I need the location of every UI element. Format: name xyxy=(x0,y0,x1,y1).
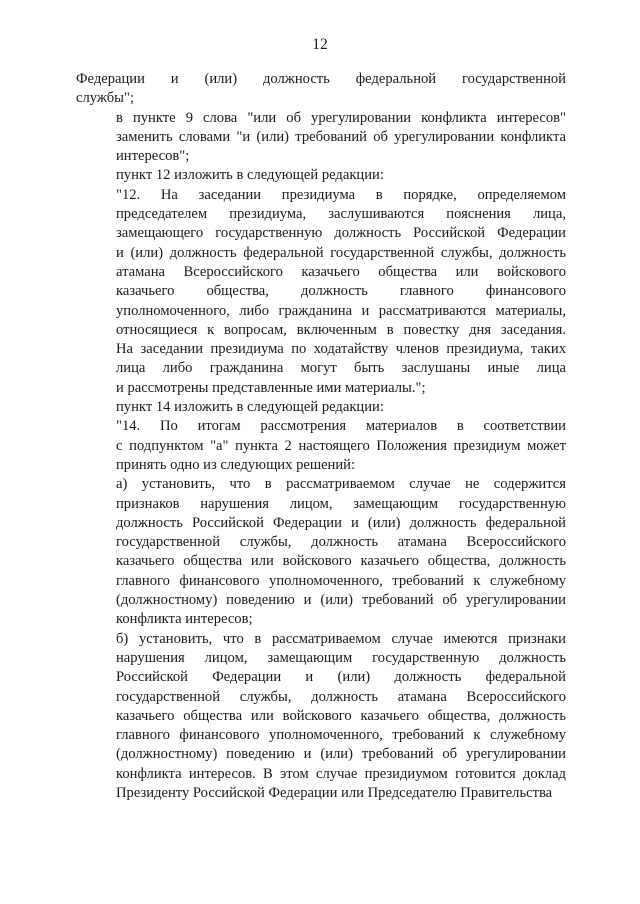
text-line: конфликта интересов; xyxy=(116,611,253,628)
text-line: (должностному) поведению и (или) требований об урегулировании xyxy=(116,592,566,609)
text-line: председателем президиума, заслушиваются пояснения лица, xyxy=(116,206,566,223)
text-line: "14. По итогам рассмотрения материалов в соответствии xyxy=(116,418,566,435)
text-line: принять одно из следующих решений: xyxy=(116,456,356,473)
text-line: б) установить, что в рассматриваемом случае имеются признаки xyxy=(116,630,566,647)
text-line: заменить словами "и (или) требований об урегулировании конфликта xyxy=(116,128,566,145)
text-line: казачьего общества или войскового казачьего общества, должность xyxy=(116,707,566,724)
text-line: конфликта интересов. В этом случае президиумом готовится доклад xyxy=(116,765,566,782)
text-line: казачьего общества, должность главного финансового xyxy=(116,283,566,300)
paragraph xyxy=(76,398,566,417)
page-number: 12 xyxy=(312,36,328,53)
paragraph xyxy=(76,70,566,109)
text-line: Российской Федерации и (или) должность федеральной xyxy=(116,669,566,686)
paragraph xyxy=(76,475,566,629)
text-line: Федерации и (или) должность федеральной государственной xyxy=(76,71,566,87)
paragraph xyxy=(76,166,566,185)
paragraph xyxy=(76,109,566,167)
text-line: в пункте 9 слова "или об урегулировании конфликта интересов" xyxy=(116,109,566,126)
text-line: с подпунктом "а" пункта 2 настоящего Положения президиум может xyxy=(116,437,566,454)
text-line: уполномоченного, либо гражданина и рассматриваются материалы, xyxy=(116,302,566,319)
text-line: Президенту Российской Федерации или Председателю Правительства xyxy=(116,784,553,801)
text-line: государственной службы, должность атамана Всероссийского xyxy=(116,534,566,551)
text-line: признаков нарушения лицом, замещающим государственную xyxy=(116,495,566,512)
text-line: главного финансового уполномоченного, требований к служебному xyxy=(116,727,566,744)
text-line: относящиеся к вопросам, включенным в повестку дня заседания. xyxy=(116,321,566,338)
text-line: лица либо гражданина могут быть заслушаны иные лица xyxy=(116,360,566,377)
text-line: замещающего государственную должность Российской Федерации xyxy=(116,225,566,242)
text-line: и (или) должность федеральной государственной службы, должность xyxy=(116,244,566,261)
paragraph xyxy=(76,630,566,804)
text-line: службы"; xyxy=(76,90,134,107)
text-line: а) установить, что в рассматриваемом случае не содержится xyxy=(116,476,566,493)
text-line: государственной службы, должность атамана Всероссийского xyxy=(116,688,566,705)
text-line: казачьего общества или войскового казачьего общества, должность xyxy=(116,553,566,570)
text-line: На заседании президиума по ходатайству членов президиума, таких xyxy=(116,341,566,358)
text-line: пункт 14 изложить в следующей редакции: xyxy=(116,399,384,416)
text-line: интересов"; xyxy=(116,148,190,165)
text-line: "12. На заседании президиума в порядке, определяемом xyxy=(116,186,566,203)
paragraph xyxy=(76,186,566,398)
text-line: должность Российской Федерации и (или) должность федеральной xyxy=(116,514,566,531)
text-line: (должностному) поведению и (или) требований об урегулировании xyxy=(116,746,566,763)
text-line: главного финансового уполномоченного, требований к служебному xyxy=(116,572,566,589)
text-line: пункт 12 изложить в следующей редакции: xyxy=(116,167,384,184)
paragraph xyxy=(76,417,566,475)
text-line: атамана Всероссийского казачьего общества или войскового xyxy=(116,263,566,280)
text-line: нарушения лицом, замещающим государственную должность xyxy=(116,649,566,666)
body-text xyxy=(76,70,566,803)
text-line: и рассмотрены представленные ими материалы."; xyxy=(116,379,426,396)
